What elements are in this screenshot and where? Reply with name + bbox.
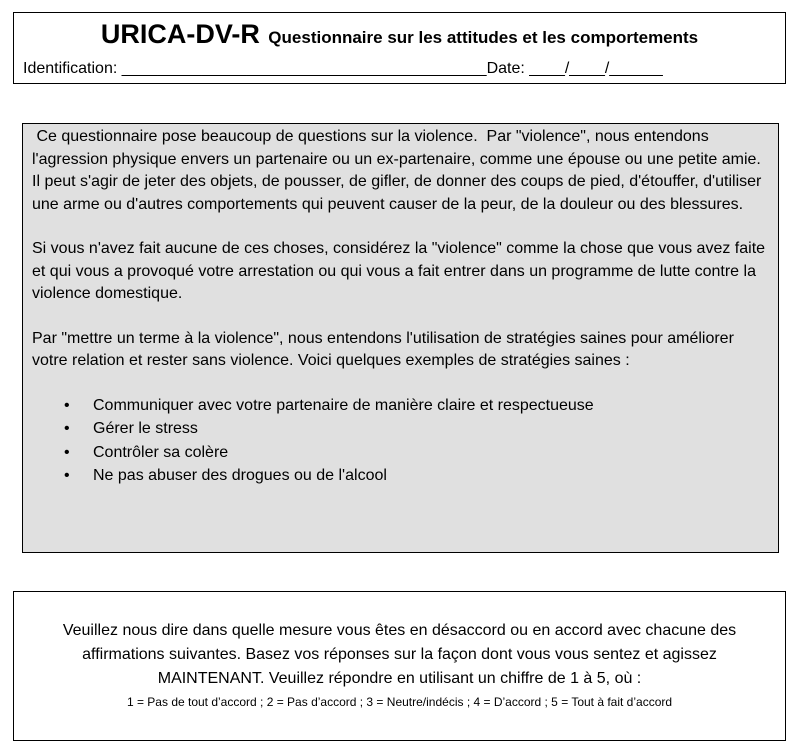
instructions-line-1: Veuillez nous dire dans quelle mesure vous êtes en désaccord ou en accord avec chacune des [62, 622, 737, 639]
identification-label: Identification: [23, 60, 122, 77]
date-blank: ____/____/______ [529, 60, 663, 77]
bullet-icon: • [64, 443, 70, 461]
list-item-text: Ne pas abuser des drogues ou de l'alcool [93, 467, 387, 484]
list-item-text: Gérer le stress [93, 420, 198, 437]
identification-line [23, 60, 663, 78]
list-item [64, 441, 770, 465]
header-box [13, 12, 786, 84]
date-label: Date: [486, 60, 530, 77]
intro-paragraph-1: Ce questionnaire pose beaucoup de questions sur la violence. Par "violence", nous entendons l'agression physique envers un partenaire ou un ex-partenaire, comme une épouse ou une petite amie. [32, 128, 761, 168]
intro-box [22, 123, 779, 553]
strategy-list [32, 394, 770, 488]
instructions-line-3: MAINTENANT. Veuillez répondre en utilisant un chiffre de 1 à 5, où : [157, 670, 642, 687]
intro-paragraph-3: Par "mettre un terme à la violence", nous entendons l'utilisation de stratégies saines pour améliorer votre relation et rester sans violence. Voici quelques exemples de stratégies saines : [32, 329, 734, 369]
rating-scale-legend: 1 = Pas de tout d’accord ; 2 = Pas d’accord ; 3 = Neutre/indécis ; 4 = D’accord ; 5 = Tout à fait d’accord [126, 695, 673, 709]
list-item [64, 464, 770, 488]
intro-paragraph-1-continued: Il peut s'agir de jeter des objets, de pousser, de gifler, de donner des coups de pied, d'étouffer, d'utiliser une arme ou d'autres comportements qui peuvent causer de la peur, de la douleur ou des blessures. [32, 173, 762, 213]
questionnaire-subtitle: Questionnaire sur les attitudes et les comportements [268, 28, 699, 47]
instructions-line-2: affirmations suivantes. Basez vos réponses sur la façon dont vous vous sentez et agissez [82, 646, 717, 663]
questionnaire-title: URICA-DV-R [100, 19, 260, 49]
list-item-text: Communiquer avec votre partenaire de manière claire et respectueuse [93, 396, 594, 414]
intro-paragraph-2: Si vous n'avez fait aucune de ces choses, considérez la "violence" comme la chose que vous avez faite et qui vous a provoqué votre arrestation ou qui vous a fait entrer dans un programme de lutte contre la violence domestique. [32, 240, 766, 302]
list-item-text: Contrôler sa colère [93, 443, 229, 461]
list-item [64, 394, 770, 418]
bullet-icon: • [64, 420, 70, 437]
instructions-box [13, 591, 786, 741]
list-item [64, 417, 770, 441]
identification-blank: _________________________________________ [121, 60, 487, 77]
bullet-icon: • [64, 467, 70, 484]
bullet-icon: • [64, 396, 70, 414]
title-line [14, 19, 785, 50]
